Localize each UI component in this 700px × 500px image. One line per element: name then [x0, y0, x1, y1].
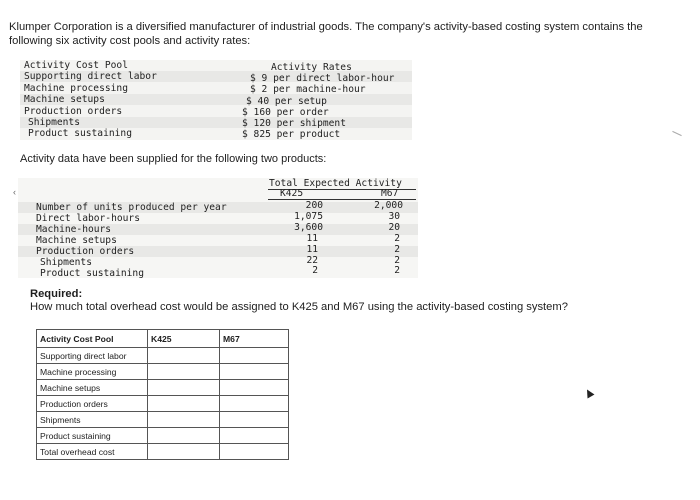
activity-row-label: Direct labor-hours: [36, 213, 140, 224]
answer-header-m67: M67: [220, 330, 289, 348]
activity-row-k425: 11: [306, 244, 318, 255]
activity-row-m67: 30: [388, 211, 400, 222]
m67-total-cell[interactable]: [220, 444, 289, 460]
activity-row-label: Shipments: [40, 257, 92, 268]
answer-table: [36, 329, 289, 460]
rates-row-rate: $ 2 per machine-hour: [250, 84, 366, 95]
table-row: [37, 412, 289, 428]
table-row: [37, 428, 289, 444]
activity-row-k425: 2: [312, 265, 318, 276]
k425-input-cell[interactable]: [148, 396, 220, 412]
rates-row-rate: $ 120 per shipment: [242, 118, 346, 129]
activity-row-m67: 2: [394, 233, 400, 244]
answer-row-label: Machine setups: [37, 380, 148, 396]
rates-row-pool: Machine processing: [24, 83, 128, 94]
activity-row-label: Product sustaining: [40, 268, 144, 279]
activity-row-k425: 200: [305, 200, 323, 211]
required-question: How much total overhead cost would be assigned to K425 and M67 using the activity-based costing system?: [30, 301, 568, 313]
product-m67-header: M67: [381, 188, 399, 199]
table-row: [37, 364, 289, 380]
rates-row-rate: $ 160 per order: [242, 107, 329, 118]
rates-row-pool: Product sustaining: [28, 128, 132, 139]
activity-row-m67: 2: [394, 265, 400, 276]
rates-header-pool: Activity Cost Pool: [24, 60, 128, 71]
activity-row-m67: 2: [394, 244, 400, 255]
table-row: [37, 396, 289, 412]
rates-row-pool: Supporting direct labor: [24, 71, 157, 82]
rates-row-pool: Shipments: [28, 117, 80, 128]
intro-line-1: Klumper Corporation is a diversified manufacturer of industrial goods. The company's activity-based costing system contains the: [9, 21, 643, 33]
activity-row-k425: 22: [306, 255, 318, 266]
rates-row-rate: $ 825 per product: [242, 129, 341, 140]
activity-row-label: Machine setups: [36, 235, 117, 246]
k425-input-cell[interactable]: [148, 348, 220, 364]
activity-row-m67: 20: [388, 222, 400, 233]
activity-rates-table: [20, 60, 412, 140]
answer-header-k425: K425: [148, 330, 220, 348]
m67-input-cell[interactable]: [220, 428, 289, 444]
answer-row-label: Production orders: [37, 396, 148, 412]
activity-data-intro: Activity data have been supplied for the following two products:: [20, 153, 327, 165]
answer-row-label: Total overhead cost: [37, 444, 148, 460]
rates-row-rate: $ 40 per setup: [246, 96, 327, 107]
k425-input-cell[interactable]: [148, 380, 220, 396]
answer-row-label: Product sustaining: [37, 428, 148, 444]
activity-row-label: Production orders: [36, 246, 135, 257]
k425-input-cell[interactable]: [148, 428, 220, 444]
table-row: [37, 380, 289, 396]
intro-line-2: following six activity cost pools and activity rates:: [9, 34, 251, 47]
activity-row-label: Machine-hours: [36, 224, 112, 235]
rates-row-pool: Production orders: [24, 106, 123, 117]
rates-header-rates: Activity Rates: [271, 62, 352, 73]
required-label: Required:: [30, 288, 83, 300]
k425-total-cell[interactable]: [148, 444, 220, 460]
activity-row-m67: 2,000: [374, 200, 403, 211]
k425-input-cell[interactable]: [148, 364, 220, 380]
m67-input-cell[interactable]: [220, 396, 289, 412]
m67-input-cell[interactable]: [220, 380, 289, 396]
activity-row-k425: 3,600: [294, 222, 323, 233]
k425-input-cell[interactable]: [148, 412, 220, 428]
activity-row-k425: 11: [306, 233, 318, 244]
activity-row-m67: 2: [394, 255, 400, 266]
m67-input-cell[interactable]: [220, 364, 289, 380]
rates-row-rate: $ 9 per direct labor-hour: [250, 73, 395, 84]
m67-input-cell[interactable]: [220, 412, 289, 428]
activity-header: Total Expected Activity: [269, 178, 402, 189]
rates-row-pool: Machine setups: [24, 94, 105, 105]
activity-data-table: [18, 178, 418, 278]
stray-mark-icon: [672, 131, 681, 136]
mouse-cursor-icon: [584, 388, 595, 399]
answer-row-label: Shipments: [37, 412, 148, 428]
answer-row-label: Supporting direct labor: [37, 348, 148, 364]
problem-intro: [9, 21, 689, 48]
table-row: [37, 444, 289, 460]
answer-header-pool: Activity Cost Pool: [37, 330, 148, 348]
margin-tick-icon: ‹: [13, 187, 16, 197]
m67-input-cell[interactable]: [220, 348, 289, 364]
product-k425-header: K425: [280, 188, 304, 199]
activity-row-label: Number of units produced per year: [36, 202, 227, 213]
activity-row-k425: 1,075: [294, 211, 323, 222]
answer-row-label: Machine processing: [37, 364, 148, 380]
table-row: [37, 348, 289, 364]
